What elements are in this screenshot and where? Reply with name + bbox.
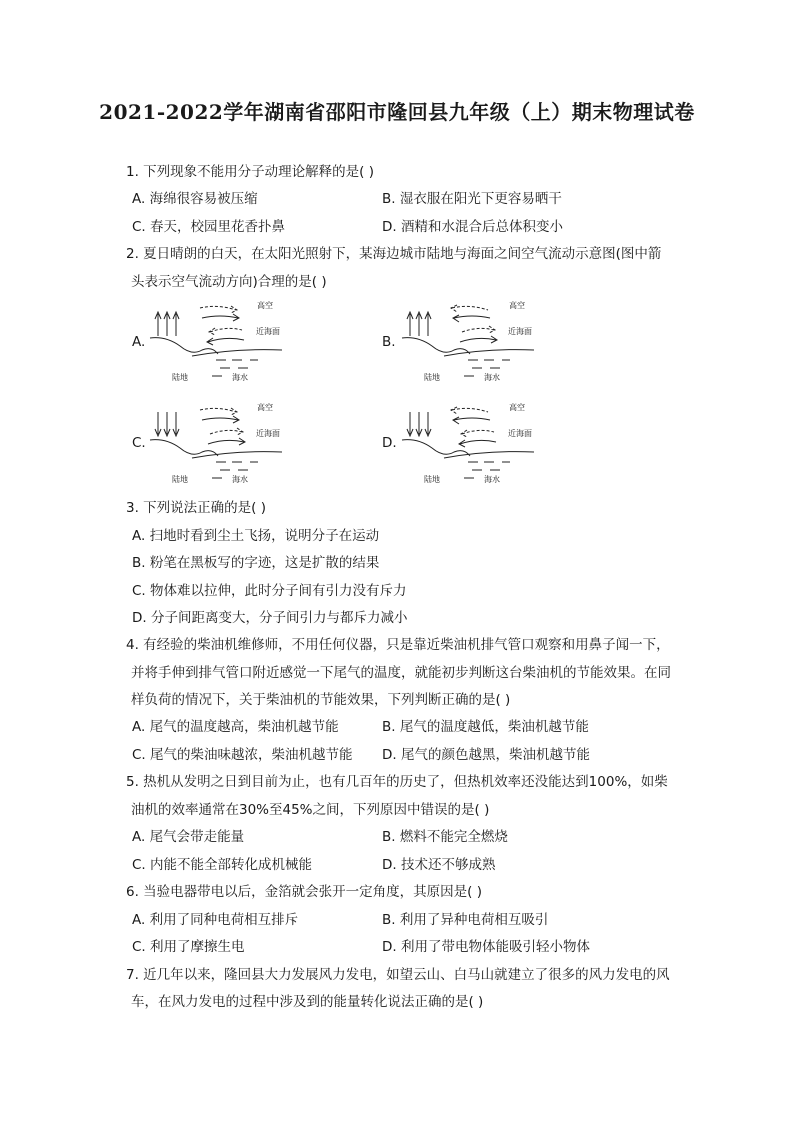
question-5-option-c: C. 内能不能全部转化成机械能 xyxy=(132,857,313,873)
question-1-option-a: A. 海绵很容易被压缩 xyxy=(132,191,258,207)
question-2-option-a-label: A. xyxy=(132,334,146,350)
question-4-option-c: C. 尾气的柴油味越浓，柴油机越节能 xyxy=(132,747,353,763)
question-6-option-a: A. 利用了同种电荷相互排斥 xyxy=(132,912,299,928)
question-6-stem: 6. 当验电器带电以后，金箔就会张开一定角度，其原因是( ) xyxy=(126,884,482,900)
question-4-option-d: D. 尾气的颜色越黑，柴油机越节能 xyxy=(382,747,590,763)
diagram-c-label-high: 高空 xyxy=(257,403,273,412)
question-3-option-d: D. 分子间距离变大，分子间引力与都斥力减小 xyxy=(132,610,408,626)
question-5-stem-line-2: 油机的效率通常在30%至45%之间，下列原因中错误的是( ) xyxy=(131,802,490,818)
diagram-b-label-land: 陆地 xyxy=(424,373,440,382)
diagram-option-c xyxy=(146,400,286,492)
question-5-option-b: B. 燃料不能完全燃烧 xyxy=(382,829,508,845)
diagram-b-label-high: 高空 xyxy=(509,301,525,310)
question-1-option-d: D. 酒精和水混合后总体积变小 xyxy=(382,219,563,235)
diagram-option-d xyxy=(398,400,538,492)
question-2-stem-line-1: 2. 夏日晴朗的白天，在太阳光照射下，某海边城市陆地与海面之间空气流动示意图(图中箭 xyxy=(126,246,662,262)
question-3-option-a: A. 扫地时看到尘土飞扬，说明分子在运动 xyxy=(132,528,380,544)
question-2-option-c-label: C. xyxy=(132,435,146,451)
diagram-option-b xyxy=(398,298,538,390)
page-title: 2021-2022学年湖南省邵阳市隆回县九年级（上）期末物理试卷 xyxy=(99,100,695,124)
diagram-c-label-sea: 海水 xyxy=(232,475,248,484)
diagram-c-label-land: 陆地 xyxy=(172,475,188,484)
question-6-option-d: D. 利用了带电物体能吸引轻小物体 xyxy=(382,939,590,955)
diagram-d-label-sea: 海水 xyxy=(484,475,500,484)
diagram-a-label-sea: 海水 xyxy=(232,373,248,382)
question-5-stem-line-1: 5. 热机从发明之日到目前为止，也有几百年的历史了，但热机效率还没能达到100%，如柴 xyxy=(126,774,668,790)
question-5-option-a: A. 尾气会带走能量 xyxy=(132,829,245,845)
question-3-stem: 3. 下列说法正确的是( ) xyxy=(126,500,266,516)
diagram-d-label-near: 近海面 xyxy=(508,429,532,438)
question-4-stem-line-1: 4. 有经验的柴油机维修师，不用任何仪器，只是靠近柴油机排气管口观察和用鼻子闻一下， xyxy=(126,637,670,653)
diagram-a-label-land: 陆地 xyxy=(172,373,188,382)
question-3-option-b: B. 粉笔在黑板写的字迹，这是扩散的结果 xyxy=(132,555,380,571)
question-6-option-c: C. 利用了摩擦生电 xyxy=(132,939,245,955)
question-4-stem-line-2: 并将手伸到排气管口附近感觉一下尾气的温度，就能初步判断这台柴油机的节能效果。在同 xyxy=(131,665,671,681)
question-4-stem-line-3: 样负荷的情况下，关于柴油机的节能效果，下列判断正确的是( ) xyxy=(131,692,511,708)
question-3-option-c: C. 物体难以拉伸，此时分子间有引力没有斥力 xyxy=(132,583,407,599)
diagram-a-label-high: 高空 xyxy=(257,301,273,310)
question-1-option-c: C. 春天，校园里花香扑鼻 xyxy=(132,219,286,235)
diagram-c-label-near: 近海面 xyxy=(256,429,280,438)
diagram-b-label-sea: 海水 xyxy=(484,373,500,382)
question-1-stem: 1. 下列现象不能用分子动理论解释的是( ) xyxy=(126,164,374,180)
diagram-option-a xyxy=(146,298,286,390)
diagram-a-label-near: 近海面 xyxy=(256,327,280,336)
question-1-option-b: B. 湿衣服在阳光下更容易晒干 xyxy=(382,191,562,207)
question-2-stem-line-2: 头表示空气流动方向)合理的是( ) xyxy=(131,274,327,290)
question-6-option-b: B. 利用了异种电荷相互吸引 xyxy=(382,912,549,928)
question-2-option-d-label: D. xyxy=(382,435,397,451)
question-7-stem-line-1: 7. 近几年以来，隆回县大力发展风力发电，如望云山、白马山就建立了很多的风力发电的风 xyxy=(126,967,670,983)
question-5-option-d: D. 技术还不够成熟 xyxy=(382,857,496,873)
question-4-option-a: A. 尾气的温度越高，柴油机越节能 xyxy=(132,719,339,735)
diagram-d-label-high: 高空 xyxy=(509,403,525,412)
diagram-d-label-land: 陆地 xyxy=(424,475,440,484)
question-7-stem-line-2: 车，在风力发电的过程中涉及到的能量转化说法正确的是( ) xyxy=(131,994,484,1010)
question-2-option-b-label: B. xyxy=(382,334,396,350)
diagram-b-label-near: 近海面 xyxy=(508,327,532,336)
question-4-option-b: B. 尾气的温度越低，柴油机越节能 xyxy=(382,719,589,735)
